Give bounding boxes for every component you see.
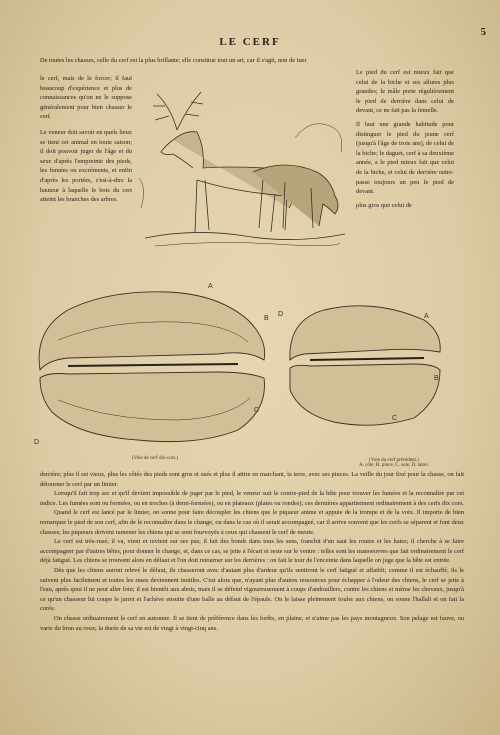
figure-caption-right-title: (Voie du cerf précédent.) — [369, 458, 419, 463]
figure-caption-right — [314, 458, 474, 468]
figure-caption-right-legend: A. côté, B. pince, C. sole, D. talon. — [359, 463, 429, 468]
figure-letter-a: A — [208, 283, 213, 290]
body-paragraph: On chasse ordinairement le cerf en automne. Il se tient de préférence dans les forêts, en plaine, et n'aime pas les pays montagneux. Son pelage est fauve, ou varie du brun au roux; la durée de sa vie est de vingt à vingt-cinq ans. — [40, 614, 464, 632]
figure-caption-left: (Voie de cerf dix-cors.) — [132, 456, 179, 461]
page-number: 5 — [480, 26, 486, 38]
right-column — [356, 68, 454, 214]
figure-letter-b: B — [264, 315, 269, 322]
page-title: LE CERF — [219, 36, 281, 48]
figure-letter-b: B — [434, 375, 439, 382]
body-paragraph: Le cerf est très-rusé; il va, vient et revient sur ses pas; il fait des bonds dans tous les sens, franchit d'un saut les routes et les haies; il cherche à se faire accompagner par d'autres bêtes, pour donner le change, et, dans ce cas, se jette à l'écart et reste sur le ventre : telles sont les manoeuvres que fait ordinairement le cerf déjà fatigué. Les chiens se trouvent alors en défaut et l'on doit retourner sur les derrières : on fait le tour de l'enceinte dans laquelle on juge que la bête est entrée. — [40, 538, 464, 565]
right-paragraph: plus gros que celui de — [356, 201, 412, 209]
hoofprint-small-figure — [274, 290, 456, 450]
body-paragraph: Quand le cerf est lancé par le limier, on sonne pour faire découpler les chiens que le piqueur anime et appuie de la trompe et de la voix. Il importe de bien remarquer le pied de son cerf, afin de le reconnaître dans le change, ou dans le cas où il serait accompagné, car il arrive souvent que les cerfs se séparent et font deux chasses; les piqueurs doivent ramener les chiens qui se sont fourvoyés à ceux qui chassent le cerf de meute. — [40, 509, 464, 536]
body-paragraph: Dès que les chiens auront relevé le défaut, ils chasseront avec d'autant plus d'ardeur qu'ils sentiront le cerf fatigué et affaibli; comme il est échauffé, ils le suivent plus facilement et toutes les ruses deviennent inutiles. C'est alors que, n'ayant plus d'autres ressources pour échapper à l'odeur des chiens, le cerf se jette à l'eau, après quoi il ne peut aller loin; il est bientôt aux abois, mais il se défend vigoureusement à coups d'andouillers, contre les chiens et même les chevaux, jusqu'à ce qu'un chasseur lui coupe le jarret et l'achève ensuite d'une balle au défaut de l'épaule. On le laisse pleinement fouler aux chiens, on sonne l'hallali et on fait la curée. — [40, 566, 464, 613]
body-paragraph: Lorsqu'il fait trop sec et qu'il devient impossible de juger par le pied, le veneur suit le contre-pied de la bête pour trouver les fumées et la reconnaître par cet indice. Les fumées sont ou formées, ou en troches (à demi-formées), ou en plateaux (plates ou rondes); ces dernières appartiennent ordinairement à des cerfs dix cors. — [40, 490, 464, 507]
body-paragraph: derrière; plus il est vieux, plus les côtés des pieds sont gros et usés et plus il attire en marchant, la terre, avec ses pinces. La veille du jour fixé pour la chasse, on fait détourner le cerf par un limier. — [40, 471, 464, 488]
right-paragraph: Il faut une grande habitude pour distinguer le pied du jeune cerf (jusqu'à l'âge de trois ans), de celui de la biche; le daguet, cerf à sa deuxième année, a le pied mieux fait que celui de la biche, et celui de derrière outre-passe toujours un peu le pied de devant. — [356, 120, 454, 196]
left-paragraph: le cerf, mais de le forcer; il faut beaucoup d'expérience et plus de connaissances qu'on ne le suppose généralement pour bien chasser le cerf. — [40, 75, 132, 121]
stag-illustration — [135, 68, 353, 253]
right-paragraph: Le pied du cerf est mieux fait que celui de la biche et ses allures plus grandes; le mâle porte régulièrement le pied de derrière dans celui de devant, ce ne fait pas la femelle. — [356, 69, 454, 115]
left-column — [40, 74, 132, 211]
figure-letter-d: D — [34, 439, 40, 446]
hoofprint-large-figure — [28, 280, 280, 450]
intro-line: De toutes les chasses, celle du cerf est la plus brillante; elle constitue tout un art, car il s'agit, non de tuer — [40, 57, 307, 64]
left-paragraph: Le veneur doit savoir en quels lieux se tient cet animal en toute saison; il doit pouvoir juger de l'âge et du sexe d'après l'empreinte des pieds, les fumées ou excréments, et enfin d'après les portées, c'est-à-dire la hauteur à laquelle le bois du cert atteint les branches des arbres. — [40, 128, 132, 204]
body-text — [40, 470, 464, 633]
figure-letter-d: D — [278, 311, 284, 318]
figure-letter-c: C — [254, 407, 260, 414]
figure-letter-a: A — [424, 313, 429, 320]
figure-letter-c: C — [392, 415, 398, 422]
